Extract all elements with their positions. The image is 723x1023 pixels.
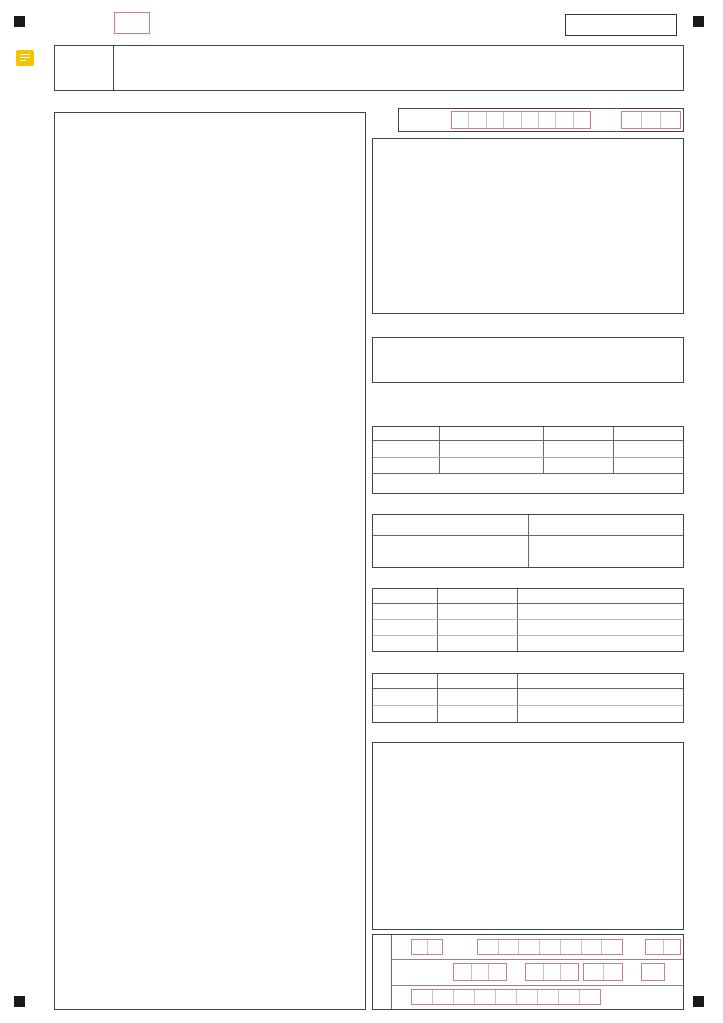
deduct-changes-table: [372, 588, 684, 652]
bottom-seiri-table: [372, 934, 684, 1010]
bottom-input-1[interactable]: [477, 939, 623, 955]
resident-side-labels: [374, 756, 388, 762]
corner-mark-bl: [14, 996, 25, 1007]
corner-mark-br: [693, 996, 704, 1007]
corner-mark-tr: [693, 16, 704, 27]
income-header-row: [373, 427, 683, 441]
name-input[interactable]: [455, 46, 683, 90]
corner-mark-tl: [14, 16, 25, 27]
address-block: [54, 45, 684, 91]
right-tax-table: [372, 138, 684, 314]
form-code-box: [565, 14, 677, 36]
bottom-input-4[interactable]: [525, 963, 579, 981]
taxcalc-changes-table: [372, 673, 684, 723]
address-input[interactable]: [113, 46, 453, 90]
era-year-box[interactable]: [114, 12, 150, 34]
employee-table: [372, 514, 684, 568]
increase-table: [372, 337, 684, 383]
seiri-box: [398, 108, 684, 132]
bottom-input-7[interactable]: [411, 989, 601, 1005]
form-title: [110, 12, 166, 34]
seiri-number-input[interactable]: [451, 111, 591, 129]
bottom-input-5[interactable]: [583, 963, 623, 981]
income-changes-table: [372, 426, 684, 494]
bottom-input-6[interactable]: [641, 963, 665, 981]
ichiren-number-input[interactable]: [621, 111, 681, 129]
bottom-input-0[interactable]: [411, 939, 443, 955]
resident-table: [372, 742, 684, 930]
bottom-input-3[interactable]: [453, 963, 507, 981]
bottom-input-2[interactable]: [645, 939, 681, 955]
memo-icon[interactable]: [16, 50, 34, 66]
left-table: [54, 112, 366, 1010]
